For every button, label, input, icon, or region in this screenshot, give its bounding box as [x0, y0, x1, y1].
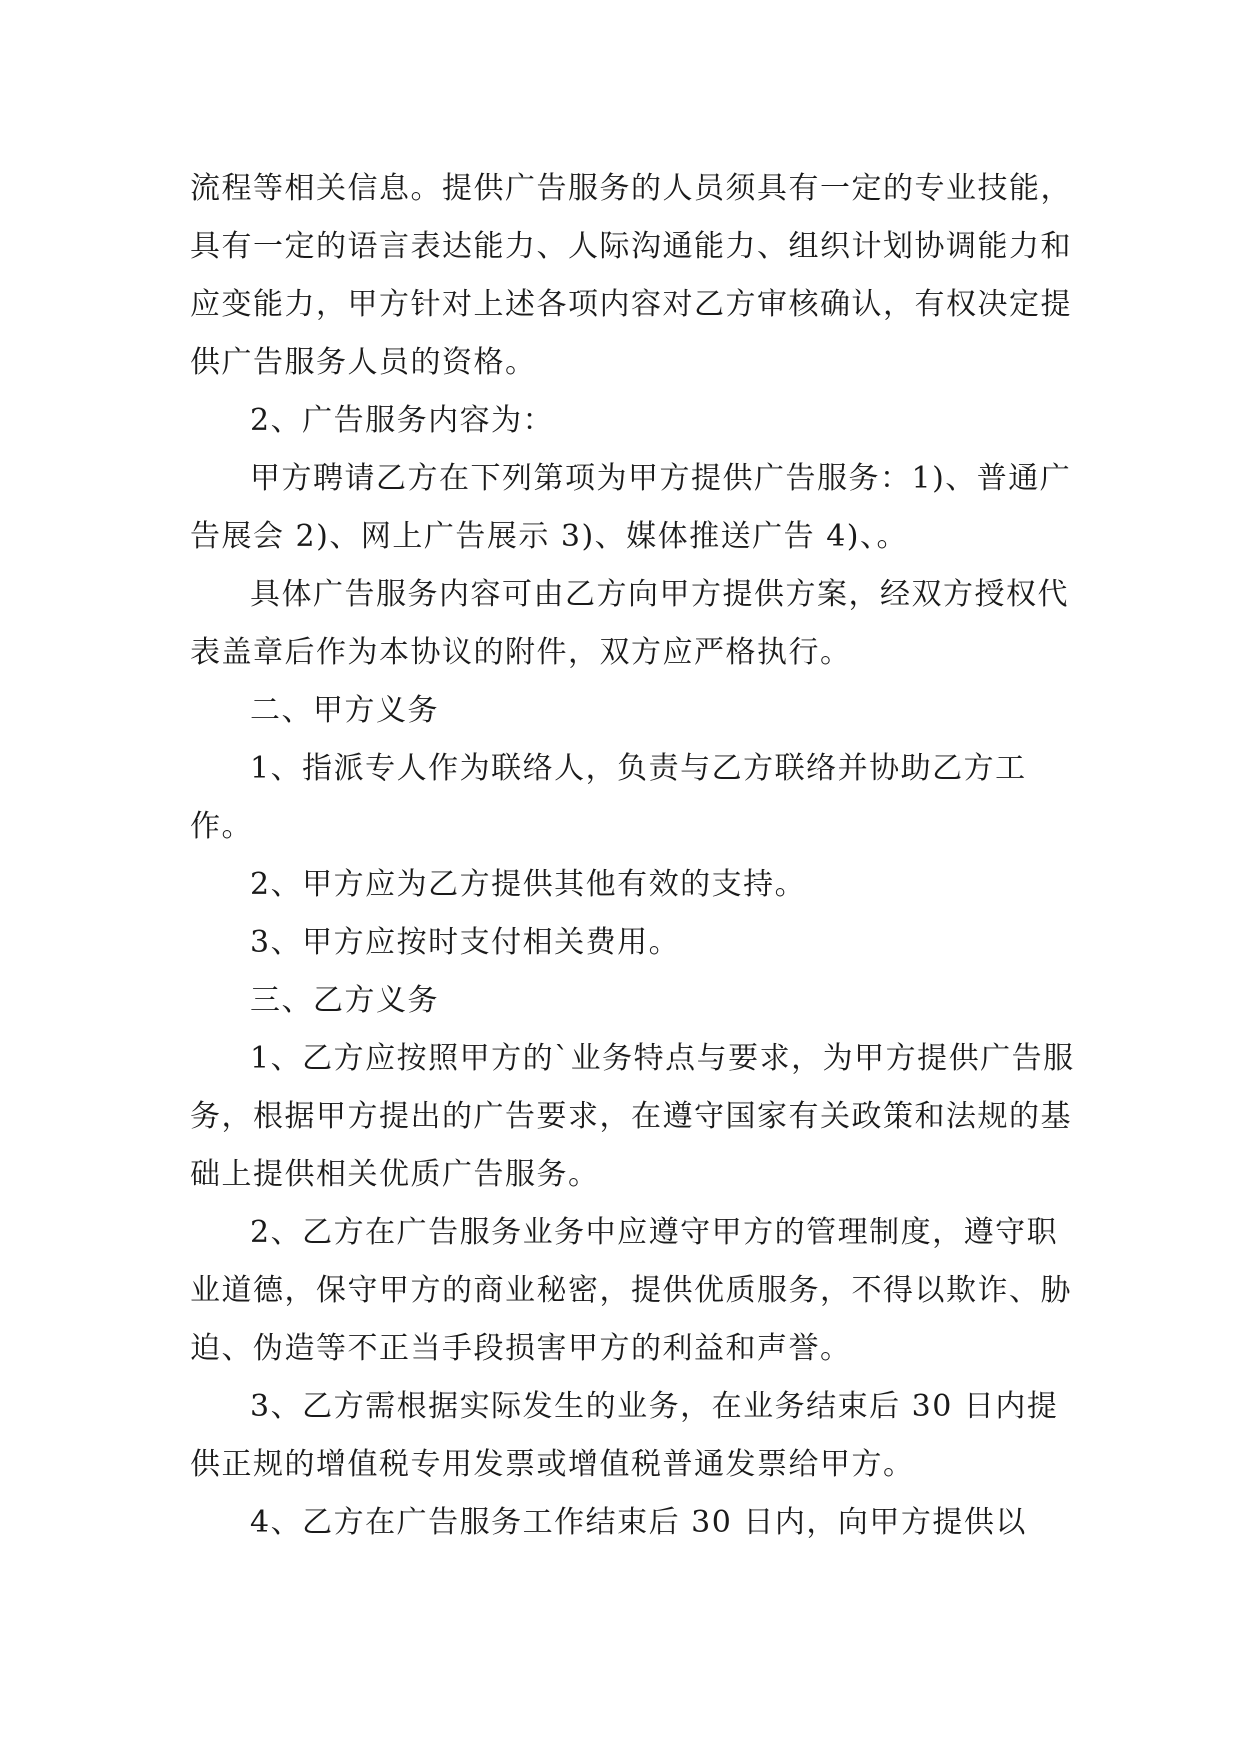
section-heading-party-a-obligations: 二、甲方义务 [250, 693, 439, 728]
paragraph-8: 3、甲方应按时支付相关费用。 [250, 925, 681, 960]
section-heading-party-b-obligations: 三、乙方义务 [250, 983, 439, 1018]
paragraph-7: 2、甲方应为乙方提供其他有效的支持。 [250, 867, 807, 902]
document-body [190, 160, 1080, 1552]
paragraph-11: 2、乙方在广告服务业务中应遵守甲方的管理制度，遵守职业道德，保守甲方的商业秘密，提供优质服务，不得以欺诈、胁迫、伪造等不正当手段损害甲方的利益和声誉。 [190, 1215, 1072, 1366]
paragraph-13: 4、乙方在广告服务工作结束后 30 日内，向甲方提供以 [250, 1505, 1027, 1540]
paragraph-6: 1、指派专人作为联络人，负责与乙方联络并协助乙方工作。 [190, 751, 1027, 844]
paragraph-3: 甲方聘请乙方在下列第项为甲方提供广告服务：1)、普通广告展会 2)、网上广告展示 3)、媒体推送广告 4)、。 [190, 461, 1072, 554]
paragraph-10: 1、乙方应按照甲方的`业务特点与要求，为甲方提供广告服务，根据甲方提出的广告要求，在遵守国家有关政策和法规的基础上提供相关优质广告服务。 [190, 1041, 1075, 1192]
paragraph-12: 3、乙方需根据实际发生的业务，在业务结束后 30 日内提供正规的增值税专用发票或增值税普通发票给甲方。 [190, 1389, 1059, 1482]
paragraph-2: 2、广告服务内容为： [250, 403, 555, 438]
paragraph-1: 流程等相关信息。提供广告服务的人员须具有一定的专业技能，具有一定的语言表达能力、人际沟通能力、组织计划协调能力和应变能力，甲方针对上述各项内容对乙方审核确认，有权决定提供广告服务人员的资格。 [190, 171, 1072, 380]
paragraph-4: 具体广告服务内容可由乙方向甲方提供方案，经双方授权代表盖章后作为本协议的附件，双方应严格执行。 [190, 577, 1069, 670]
